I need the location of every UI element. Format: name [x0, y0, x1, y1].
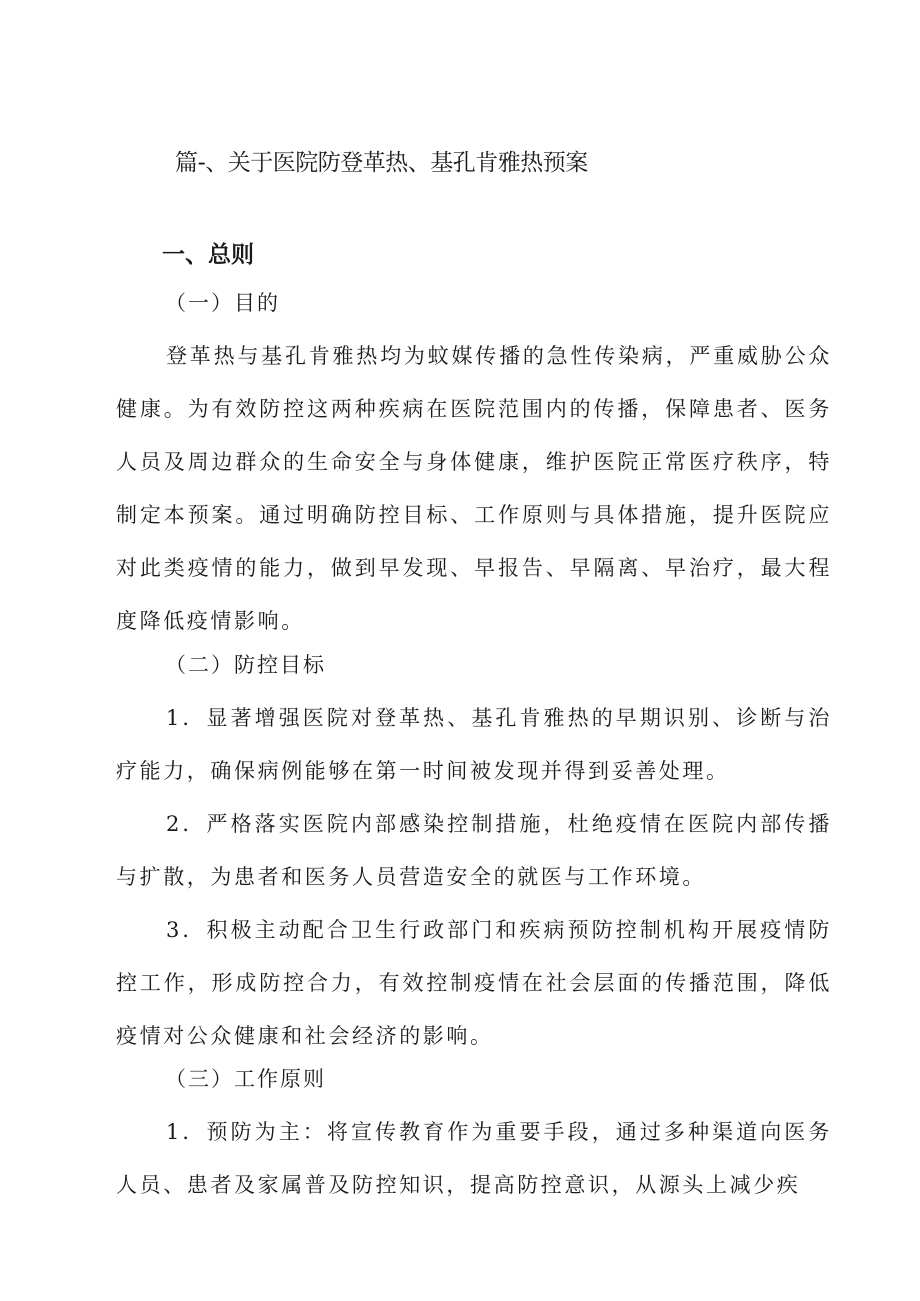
- subsection-heading-principles: （三）工作原则: [165, 1067, 326, 1091]
- principle-item-1: 1．预防为主：将宣传教育作为重要手段，通过多种渠道向医务人员、患者及家属普及防控知识，提高防控意识，从源头上减少疾: [116, 1120, 832, 1197]
- document-title: 篇-、关于医院防登革热、基孔肯雅热预案: [175, 150, 588, 176]
- subsection-heading-purpose: （一）目的: [165, 291, 280, 315]
- target-item-1: 1．显著增强医院对登革热、基孔肯雅热的早期识别、诊断与治疗能力，确保病例能够在第一时间被发现并得到妥善处理。: [116, 706, 832, 783]
- subsection-heading-targets: （二）防控目标: [165, 653, 326, 677]
- target-item-2: 2．严格落实医院内部感染控制措施，杜绝疫情在医院内部传播与扩散，为患者和医务人员营造安全的就医与工作环境。: [116, 812, 832, 889]
- purpose-paragraph: 登革热与基孔肯雅热均为蚊媒传播的急性传染病，严重威胁公众健康。为有效防控这两种疾病在医院范围内的传播，保障患者、医务人员及周边群众的生命安全与身体健康，维护医院正常医疗秩序，特制定本预案。通过明确防控目标、工作原则与具体措施，提升医院应对此类疫情的能力，做到早发现、早报告、早隔离、早治疗，最大程度降低疫情影响。: [116, 344, 832, 633]
- target-item-3: 3．积极主动配合卫生行政部门和疾病预防控制机构开展疫情防控工作，形成防控合力，有效控制疫情在社会层面的传播范围，降低疫情对公众健康和社会经济的影响。: [116, 918, 832, 1048]
- section-heading-general: 一、总则: [162, 242, 254, 268]
